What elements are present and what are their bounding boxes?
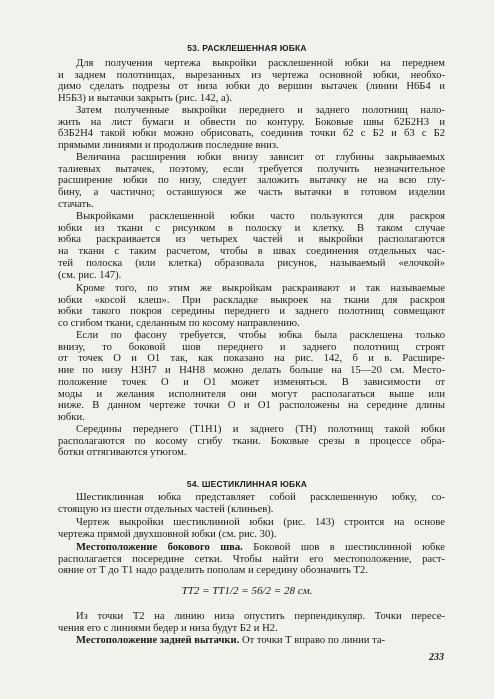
paragraph-53-4 xyxy=(58,211,445,281)
text-line: ниже. В данном чертеже точки О и О1 расположены на середине длины xyxy=(58,400,445,412)
paragraph-53-2 xyxy=(58,105,445,152)
text-line: Середины переднего (Т1Н1) и заднего (ТН) полотнищ такой юбки xyxy=(76,424,445,435)
text-line: Шестиклинная юбка представляет собой расклешенную юбку, со- xyxy=(76,492,445,503)
text-run: От точки Т вправо по линии та- xyxy=(241,635,386,646)
text-line: б3Б2Н4 такой юбки можно обрисовать, соединив точки б2 с Б2 и б3 с Б2 xyxy=(58,128,445,140)
text-line: Величина расширения юбки внизу зависит от глубины закрываемых xyxy=(76,152,445,163)
text-line: Из точки Т2 на линию низа опустить перпендикуляр. Точки пересе- xyxy=(76,611,445,622)
text-line xyxy=(58,635,445,647)
paragraph-54-3 xyxy=(58,542,445,577)
text-line: стачать. xyxy=(58,198,94,210)
page-number: 233 xyxy=(429,652,444,663)
text-line: Для получения чертежа выкройки расклешенной юбки на переднем xyxy=(76,58,445,69)
text-line: жить на лист бумаги и обвести по контуру. Боковые швы б2Б2Н3 и xyxy=(58,116,445,128)
text-line: и заднем полотнищах, вырезанных из чертежа основной юбки, необхо- xyxy=(58,69,445,81)
text-run: Боковой шов в шестиклинной юбке xyxy=(253,542,445,553)
text-line: Н5Б3) и вытачки закрыть (рис. 142, а). xyxy=(58,93,232,105)
text-line: от точек О и О1 так, как показано на рис. 142, б и в. Расшире- xyxy=(58,353,445,365)
paragraph-54-1 xyxy=(58,492,445,515)
text-line: (см. рис. 147). xyxy=(58,269,122,281)
text-line: со сгибом ткани, сделанным по косому направлению. xyxy=(58,318,300,330)
text-line: ние по низу Н3Н7 и Н4Н8 можно делать больше на 15—20 см. Место- xyxy=(58,365,445,377)
text-line: димо сделать подрезы от низа юбки до вершин вытачек (линии Н6Б4 и xyxy=(58,81,445,93)
text-line: юбки такого покроя середины переднего и заднего полотнищ совмещают xyxy=(58,306,445,318)
subheading-side-seam: Местоположение бокового шва. xyxy=(76,542,243,553)
text-line: талиевых вытачек, поэтому, если требуется получить незначительное xyxy=(58,163,445,175)
subheading-back-dart: Местоположение задней вытачки. xyxy=(76,635,240,646)
text-line: юбка раскраивается из четырех частей и выкройки располагаются xyxy=(58,234,445,246)
text-line: тей полоска (или клетка) образовала рисунок, называемый «елочкой» xyxy=(58,257,445,269)
text-line: на ткани с таким расчетом, чтобы в швах соединения отдельных час- xyxy=(58,246,445,258)
paragraph-53-3 xyxy=(58,152,445,211)
text-line: Чертеж выкройки шестиклинной юбки (рис. 143) строится на основе xyxy=(76,517,445,528)
formula: ТТ2 = ТТ1/2 = 56/2 = 28 см. xyxy=(181,585,313,597)
paragraph-53-6 xyxy=(58,330,445,424)
text-line: бину, а частично; оставшуюся же часть вытачки в готовом изделии xyxy=(58,187,445,199)
text-line: Выкройками расклешенной юбки часто пользуются для раскроя xyxy=(76,211,445,222)
section-53-heading: 53. РАСКЛЕШЕННАЯ ЮБКА xyxy=(187,43,307,53)
text-line: внизу, то боковой шов переднего и заднего полотнищ строят xyxy=(58,341,445,353)
text-line: юбки из ткани с рисунком в полоску и клетку. В таком случае xyxy=(58,222,445,234)
text-line: ботки оттягиваются утюгом. xyxy=(58,447,187,459)
paragraph-53-7 xyxy=(58,424,445,459)
text-line: чения его с линиями бедер и низа будут Б2 и Н2. xyxy=(58,622,278,634)
paragraph-54-4 xyxy=(58,611,445,634)
paragraph-53-1 xyxy=(58,58,445,105)
paragraph-54-2 xyxy=(58,517,445,540)
paragraph-54-5 xyxy=(58,635,445,647)
text-line: положение точек О и О1 может изменяться. В зависимости от xyxy=(58,376,445,388)
text-line: юбки «косой клеш». При раскладке выкроек на ткани для раскроя xyxy=(58,294,445,306)
text-line: стоящую из шести отдельных частей (клиньев). xyxy=(58,503,274,515)
paragraph-53-5 xyxy=(58,283,445,330)
section-54-heading: 54. ШЕСТИКЛИННАЯ ЮБКА xyxy=(186,479,308,489)
text-line: прямыми линиями и продолжив последние вниз. xyxy=(58,140,279,152)
text-line: расширение юбки по низу, следует заложить вытачку не на всю глу- xyxy=(58,175,445,187)
text-line: располагается посередине сетки. Чтобы найти его местоположение, раст- xyxy=(58,553,445,565)
text-line: чертежа прямой двухшовной юбки (см. рис. 30). xyxy=(58,528,277,540)
text-line: Кроме того, по этим же выкройкам раскраивают и так называемые xyxy=(76,283,445,294)
text-line: ояние от Т до Т1 надо разделить пополам и середину обозначить Т2. xyxy=(58,565,368,577)
text-line: моды и желания исполнителя они могут располагаться выше или xyxy=(58,388,445,400)
text-line: располагаются по косому сгибу ткани. Боковые срезы в процессе обра- xyxy=(58,435,445,447)
text-line: юбки. xyxy=(58,411,85,423)
text-line xyxy=(58,542,445,554)
text-line: Если по фасону требуется, чтобы юбка была расклешена только xyxy=(76,330,445,341)
text-line: Затем полученные выкройки переднего и заднего полотнищ нало- xyxy=(76,105,445,116)
